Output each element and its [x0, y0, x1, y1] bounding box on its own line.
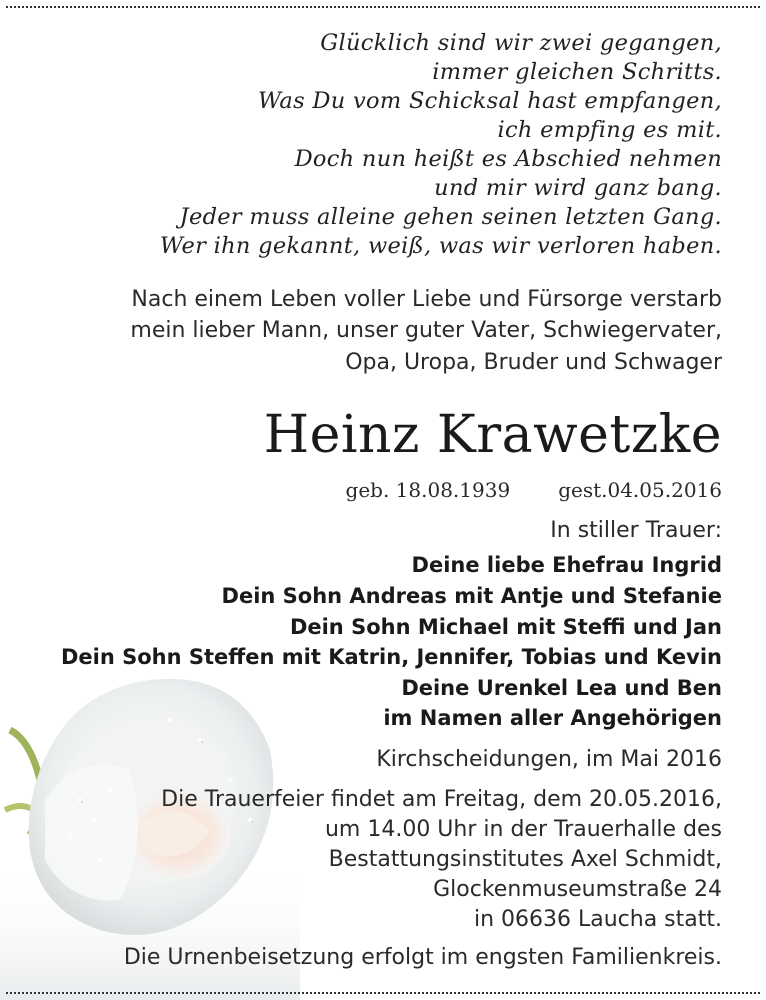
life-dates	[346, 478, 722, 502]
place-date: Kirchscheidungen, im Mai 2016	[376, 747, 722, 772]
funeral-info-line: in 06636 Laucha statt.	[473, 907, 722, 932]
poem-line: Was Du vom Schicksal hast empfangen,	[257, 88, 722, 114]
mourner-line: Deine liebe Ehefrau Ingrid	[411, 553, 722, 577]
deceased-name: Heinz Krawetzke	[263, 405, 722, 465]
poem-line: und mir wird ganz bang.	[434, 175, 722, 201]
intro-line: Opa, Uropa, Bruder und Schwager	[345, 350, 722, 375]
mourner-line: im Namen aller Angehörigen	[383, 706, 722, 730]
funeral-info-line: Glockenmuseumstraße 24	[433, 877, 722, 902]
mourner-line: Dein Sohn Andreas mit Antje und Stefanie	[221, 584, 722, 608]
funeral-info-line: Die Trauerfeier findet am Freitag, dem 20.05.2016,	[161, 787, 722, 812]
funeral-info-line: Bestattungsinstitutes Axel Schmidt,	[328, 847, 722, 872]
poem-line: Glücklich sind wir zwei gegangen,	[320, 30, 722, 56]
poem-line: Doch nun heißt es Abschied nehmen	[294, 146, 722, 172]
death-date: gest.04.05.2016	[558, 478, 722, 502]
top-dotted-rule	[6, 6, 760, 8]
mourner-line: Dein Sohn Michael mit Steffi und Jan	[289, 615, 722, 639]
urn-note: Die Urnenbeisetzung erfolgt im engsten Familienkreis.	[123, 945, 722, 970]
poem-line: Wer ihn gekannt, weiß, was wir verloren haben.	[159, 233, 722, 259]
poem-line: ich empfing es mit.	[497, 117, 722, 143]
bottom-dotted-rule	[6, 992, 760, 994]
intro-line: Nach einem Leben voller Liebe und Fürsorge verstarb	[131, 287, 722, 312]
intro-line: mein lieber Mann, unser guter Vater, Schwiegervater,	[130, 318, 722, 343]
birth-date: geb. 18.08.1939	[345, 478, 511, 502]
mourner-line: Deine Urenkel Lea und Ben	[401, 676, 722, 700]
mourner-line: Dein Sohn Steffen mit Katrin, Jennifer, Tobias und Kevin	[60, 645, 722, 669]
poem-line: Jeder muss alleine gehen seinen letzten Gang.	[179, 204, 722, 230]
funeral-info-line: um 14.00 Uhr in der Trauerhalle des	[324, 817, 722, 842]
mourners-heading: In stiller Trauer:	[550, 518, 722, 543]
poem-line: immer gleichen Schritts.	[432, 59, 722, 85]
